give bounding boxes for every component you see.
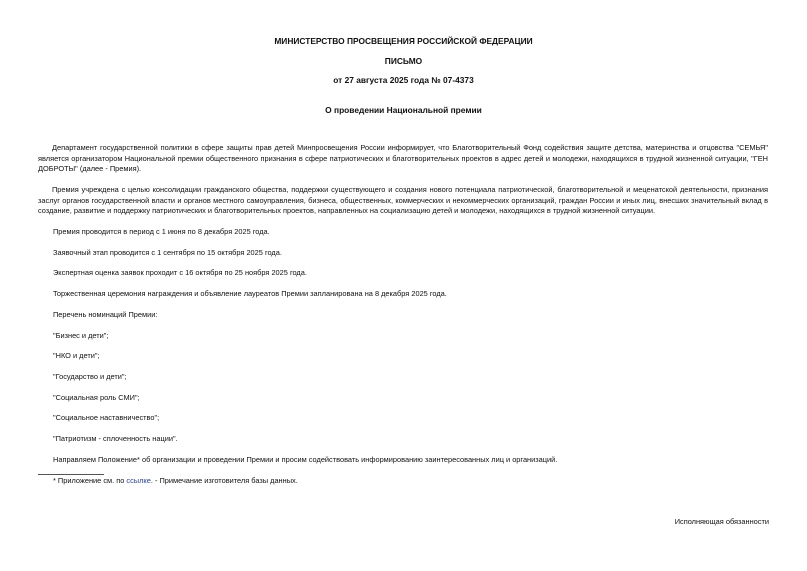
premium-period: Премия проводится в период с 1 июня по 8 декабря 2025 года. bbox=[53, 227, 270, 236]
expert-review-stage: Экспертная оценка заявок проходит с 16 октября по 25 ноября 2025 года. bbox=[53, 268, 307, 277]
footnote-divider bbox=[38, 474, 104, 475]
footnote-suffix: . - Примечание изготовителя базы данных. bbox=[150, 476, 298, 485]
application-stage: Заявочный этап проводится с 1 сентября по 15 октября 2025 года. bbox=[53, 248, 282, 257]
paragraph-purpose: Премия учреждена с целью консолидации гражданского общества, поддержки существующего и создания нового потенциала патриотической, благотворительной и меценатской деятельности, признания заслуг органов государственной власти и органов местного самоуправления, бизнеса, общественных, коммерческих и некоммерческих организаций, граждан России и иных лиц, внесших значительный вклад в создание, развитие и поддержку патриотических и благотворительных проектов, направленных на социализацию детей и молодежи, находящихся в трудной жизненной ситуации. bbox=[38, 185, 768, 215]
nomination-item: "Социальное наставничество"; bbox=[53, 413, 160, 422]
nomination-item: "Социальная роль СМИ"; bbox=[53, 393, 140, 402]
nomination-item: "Государство и дети"; bbox=[53, 372, 127, 381]
footnote-prefix: * Приложение см. по bbox=[53, 476, 127, 485]
document-type: ПИСЬМО bbox=[384, 56, 423, 66]
nomination-item: "Патриотизм - сплоченность нации". bbox=[53, 434, 178, 443]
document-subject: О проведении Национальной премии bbox=[325, 105, 482, 115]
closing-paragraph: Направляем Положение* об организации и проведении Премии и просим содействовать информированию заинтересованных лиц и организаций. bbox=[53, 455, 558, 464]
footnote bbox=[53, 476, 298, 487]
ceremony-date: Торжественная церемония награждения и объявление лауреатов Премии запланирована на 8 декабря 2025 года. bbox=[53, 289, 447, 298]
nominations-intro: Перечень номинаций Премии: bbox=[53, 310, 158, 319]
nomination-item: "Бизнес и дети"; bbox=[53, 331, 109, 340]
document-date-number: от 27 августа 2025 года № 07-4373 bbox=[333, 75, 474, 85]
appendix-link[interactable]: ссылке bbox=[126, 476, 151, 485]
ministry-title: МИНИСТЕРСТВО ПРОСВЕЩЕНИЯ РОССИЙСКОЙ ФЕДЕРАЦИИ bbox=[274, 36, 533, 46]
nomination-item: "НКО и дети"; bbox=[53, 351, 100, 360]
signature-title: Исполняющая обязанности bbox=[674, 517, 769, 526]
paragraph-organizer: Департамент государственной политики в сфере защиты прав детей Минпросвещения России информирует, что Благотворительный Фонд содействия защите детства, материнства и отцовства "СЕМЬЯ" является организатором Национальной премии общественного признания в сфере патриотических и благотворительных проектов в адрес детей и молодежи, находящихся в трудной жизненной ситуации, "ГЕН ДОБРОТЫ" (далее - Премия). bbox=[38, 143, 768, 173]
